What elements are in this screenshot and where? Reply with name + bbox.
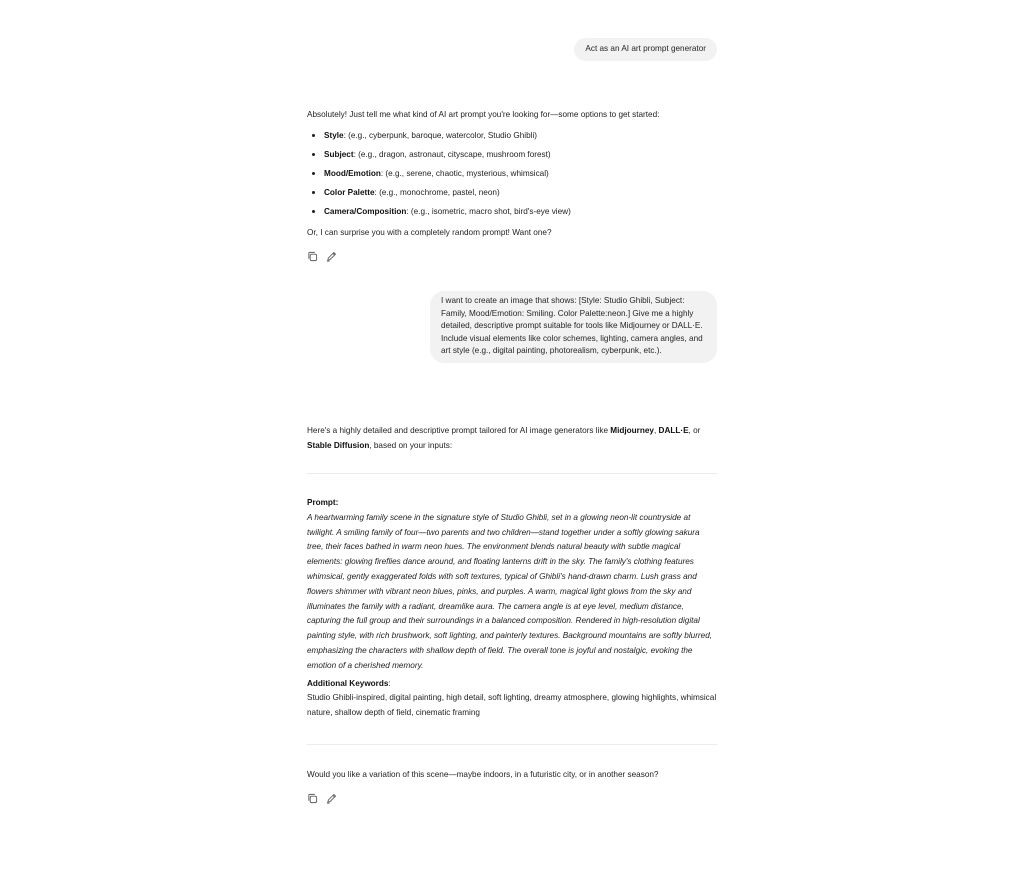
prompt-text: A heartwarming family scene in the signature style of Studio Ghibli, set in a glowing neon-lit countryside at twilight. A smiling family of four—two parents and two children—stand together under a softly glowing sakura tree, their faces bathed in warm neon hues. The environment blends natural beauty with subtle magical elements: glowing fireflies dance around, and floating lanterns drift in the sky. The family's clothing features whimsical, gently exaggerated folds with soft textures, typical of Ghibli's hand-drawn charm. Lush grass and flowers shimmer with vibrant neon blues, pinks, and purples. A warm, magical light glows from the sky and illuminates the family with a radiant, dreamlike aura. The camera angle is at eye level, medium distance, capturing the full group and their surroundings in a balanced composition. Rendered in high-resolution digital painting style, with rich brushwork, soft lighting, and painterly textures. Background mountains are softly blurred, emphasizing the characters with shallow depth of field. The overall tone is joyful and nostalgic, evoking the emotion of a cherished memory. [307,512,713,670]
edit-icon[interactable] [326,793,337,804]
list-item: Mood/Emotion: (e.g., serene, chaotic, mysterious, whimsical) [307,164,717,183]
assistant-intro: Absolutely! Just tell me what kind of AI art prompt you're looking for—some options to get started: [307,110,660,119]
user-message-line: I want to create an image that shows: [Style: Studio Ghibli, Subject: Family, Mood/Emotion: Smiling. Color Palette:neon.] Give me a highly detailed, descriptive prompt suitable for tools like Midjourney or DALL·E. [441,296,703,331]
copy-icon[interactable] [307,251,318,262]
list-item: Subject: (e.g., dragon, astronaut, cityscape, mushroom forest) [307,145,717,164]
user-message-line: Include visual elements like color schemes, lighting, camera angles, and art style (e.g., digital painting, photorealism, cyberpunk, etc.). [441,333,703,356]
user-message-bubble [430,291,717,363]
edit-icon[interactable] [326,251,337,262]
assistant-intro: Here's a highly detailed and descriptive prompt tailored for AI image generators like Midjourney, DALL·E, or Stable Diffusion, based on your inputs: [307,426,701,450]
divider [307,744,717,745]
divider [307,473,717,474]
user-message-bubble: Act as an AI art prompt generator [574,38,717,61]
prompt-label: Prompt: [307,498,339,507]
generated-prompt [307,496,717,721]
assistant-closing: Or, I can surprise you with a completely random prompt! Want one? [307,228,552,237]
assistant-message [307,107,717,240]
keywords-text: Studio Ghibli-inspired, digital painting, high detail, soft lighting, dreamy atmosphere, glowing highlights, whimsical nature, shallow depth of field, cinematic framing [307,693,717,718]
options-list [307,126,717,221]
list-item: Camera/Composition: (e.g., isometric, macro shot, bird's-eye view) [307,202,717,221]
assistant-closing: Would you like a variation of this scene—maybe indoors, in a futuristic city, or in another season? [307,770,659,779]
message-actions [307,792,337,804]
list-item: Style: (e.g., cyberpunk, baroque, watercolor, Studio Ghibli) [307,126,717,145]
list-item: Color Palette: (e.g., monochrome, pastel, neon) [307,183,717,202]
copy-icon[interactable] [307,793,318,804]
message-actions [307,250,337,262]
keywords-heading: Additional Keywords: [307,678,391,688]
assistant-message [307,423,717,453]
